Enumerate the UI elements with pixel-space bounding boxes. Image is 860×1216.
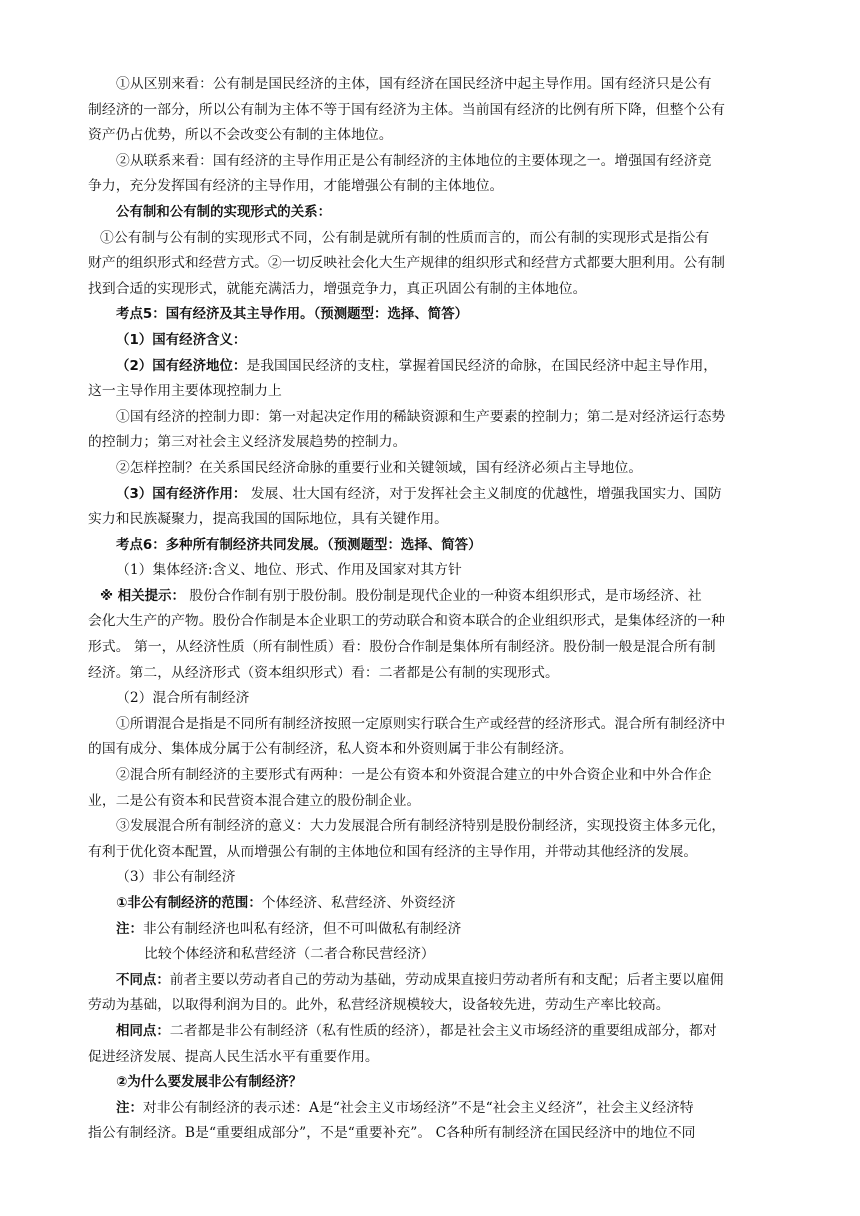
- inline-heading: 相同点：: [116, 1023, 170, 1039]
- paragraph-line: ②怎样控制？在关系国民经济命脉的重要行业和关键领域，国有经济必须占主导地位。: [116, 459, 643, 476]
- paragraph-line: （3）非公有制经济: [116, 869, 236, 886]
- paragraph-line: 形式。 第一，从经济性质（所有制性质）看：股份合作制是集体所有制经济。股份制一般是混合所有制: [88, 639, 716, 656]
- paragraph-line: ②从联系来看：国有经济的主导作用正是公有制经济的主体地位的主要体现之一。增强国有经济竞: [116, 152, 712, 169]
- inline-text: 是我国国民经济的支柱，掌握着国民经济的命脉，在国民经济中起主导作用，: [246, 357, 718, 374]
- inline-text: 非公有制经济也叫私有经济，但不可叫做私有制经济: [142, 920, 462, 937]
- paragraph-line: 实力和民族凝聚力，提高我国的国际地位，具有关键作用。: [88, 511, 449, 528]
- paragraph-line: [88, 354, 784, 380]
- inline-text: 股份合作制有别于股份制。股份制是现代企业的一种资本组织形式，是市场经济、社: [184, 587, 702, 604]
- inline-heading: ①非公有制经济的范围：: [116, 896, 262, 911]
- document-page: [88, 72, 784, 1147]
- paragraph-line: 会化大生产的产物。股份合作制是本企业职工的劳动联合和资本联合的企业组织形式，是集体经济的一种: [88, 613, 725, 630]
- section-heading: 考点5：国有经济及其主导作用。（预测题型：选择、简答）: [116, 307, 469, 323]
- inline-text: 二者都是非公有制经济（私有性质的经济），都是社会主义市场经济的重要组成部分，都对: [169, 1022, 717, 1039]
- inline-text: 个体经济、私营经济、外资经济: [261, 895, 456, 911]
- inline-heading: 不同点：: [116, 972, 170, 988]
- paragraph-line: [88, 968, 784, 994]
- paragraph-line: ②混合所有制经济的主要形式有两种：一是公有资本和外资混合建立的中外合资企业和中外合作企: [116, 767, 712, 784]
- paragraph-line: ③发展混合所有制经济的意义：大力发展混合所有制经济特别是股份制经济，实现投资主体多元化，: [116, 818, 726, 835]
- paragraph-line: 有利于优化资本配置，从而增强公有制的主体地位和国有经济的主导作用，并带动其他经济的发展。: [88, 843, 698, 860]
- paragraph-line: 找到合适的实现形式，就能充满活力，增强竞争力，真正巩固公有制的主体地位。: [88, 280, 587, 297]
- paragraph-line: 制经济的一部分，所以公有制为主体不等于国有经济为主体。当前国有经济的比例有所下降，但整个公有: [88, 101, 725, 118]
- paragraph-line: [88, 584, 784, 610]
- paragraph-line: ①公有制与公有制的实现形式不同，公有制是就所有制的性质而言的，而公有制的实现形式是指公有: [100, 229, 710, 246]
- paragraph-line: 资产仍占优势，所以不会改变公有制的主体地位。: [88, 127, 393, 144]
- section-heading: 公有制和公有制的实现形式的关系：: [116, 204, 332, 220]
- paragraph-line: 的国有成分、集体成分属于公有制经济，私人资本和外资则属于非公有制经济。: [88, 741, 573, 758]
- paragraph-line: ①国有经济的控制力即：第一对起决定作用的稀缺资源和生产要素的控制力；第二是对经济运行态势: [116, 408, 726, 425]
- inline-text: 前者主要以劳动者自己的劳动为基础，劳动成果直接归劳动者所有和支配；后者主要以雇佣: [169, 971, 724, 988]
- paragraph-line: （2）混合所有制经济: [116, 690, 250, 707]
- inline-heading: （3）国有经济作用：: [116, 486, 247, 502]
- paragraph-line: 比较个体经济和私营经济（二者合称民营经济）: [144, 946, 435, 963]
- inline-heading: 注：: [116, 1100, 143, 1116]
- paragraph-line: [88, 1019, 784, 1045]
- section-heading: ②为什么要发展非公有制经济？: [116, 1075, 303, 1091]
- inline-heading: ※ 相关提示：: [100, 588, 185, 604]
- paragraph-line: [88, 917, 784, 943]
- paragraph-line: 经济。第二，从经济形式（资本组织形式）看：二者都是公有制的实现形式。: [88, 664, 559, 681]
- paragraph-line: ①所谓混合是指是不同所有制经济按照一定原则实行联合生产或经营的经济形式。混合所有制经济中: [116, 715, 726, 732]
- paragraph-line: （1）集体经济:含义、地位、形式、作用及国家对其方针: [116, 562, 462, 579]
- paragraph-line: [88, 1096, 784, 1122]
- paragraph-line: [88, 891, 784, 917]
- inline-heading: （2）国有经济地位：: [116, 358, 247, 374]
- inline-text: 对非公有制经济的表示述：A是“社会主义市场经济”不是“社会主义经济”，社会主义经济特: [142, 1099, 694, 1116]
- paragraph-line: [88, 482, 784, 508]
- inline-text: 发展、壮大国有经济，对于发挥社会主义制度的优越性，增强我国实力、国防: [246, 485, 722, 502]
- subsection-heading: （1）国有经济含义：: [116, 332, 247, 348]
- paragraph-line: 的控制力；第三对社会主义经济发展趋势的控制力。: [88, 434, 407, 451]
- paragraph-line: 争力，充分发挥国有经济的主导作用，才能增强公有制的主体地位。: [88, 178, 504, 195]
- inline-heading: 注：: [116, 921, 143, 937]
- paragraph-line: 促进经济发展、提高人民生活水平有重要作用。: [88, 1048, 379, 1065]
- paragraph-line: ①从区别来看：公有制是国民经济的主体，国有经济在国民经济中起主导作用。国有经济只是公有: [116, 76, 712, 92]
- paragraph-line: 这一主导作用主要体现控制力上: [88, 383, 282, 400]
- paragraph-line: 业，二是公有资本和民营资本混合建立的股份制企业。: [88, 792, 421, 809]
- section-heading: 考点6：多种所有制经济共同发展。（预测题型：选择、简答）: [116, 537, 482, 553]
- paragraph-line: 财产的组织形式和经营方式。②一切反映社会化大生产规律的组织形式和经营方式都要大胆利用。公有制: [88, 255, 725, 272]
- paragraph-line: 劳动为基础，以取得利润为目的。此外，私营经济规模较大，设备较先进，劳动生产率比较高。: [88, 997, 670, 1014]
- paragraph-line: 指公有制经济。B是“重要组成部分”，不是“重要补充”。 C各种所有制经济在国民经济中的地位不同: [88, 1125, 696, 1142]
